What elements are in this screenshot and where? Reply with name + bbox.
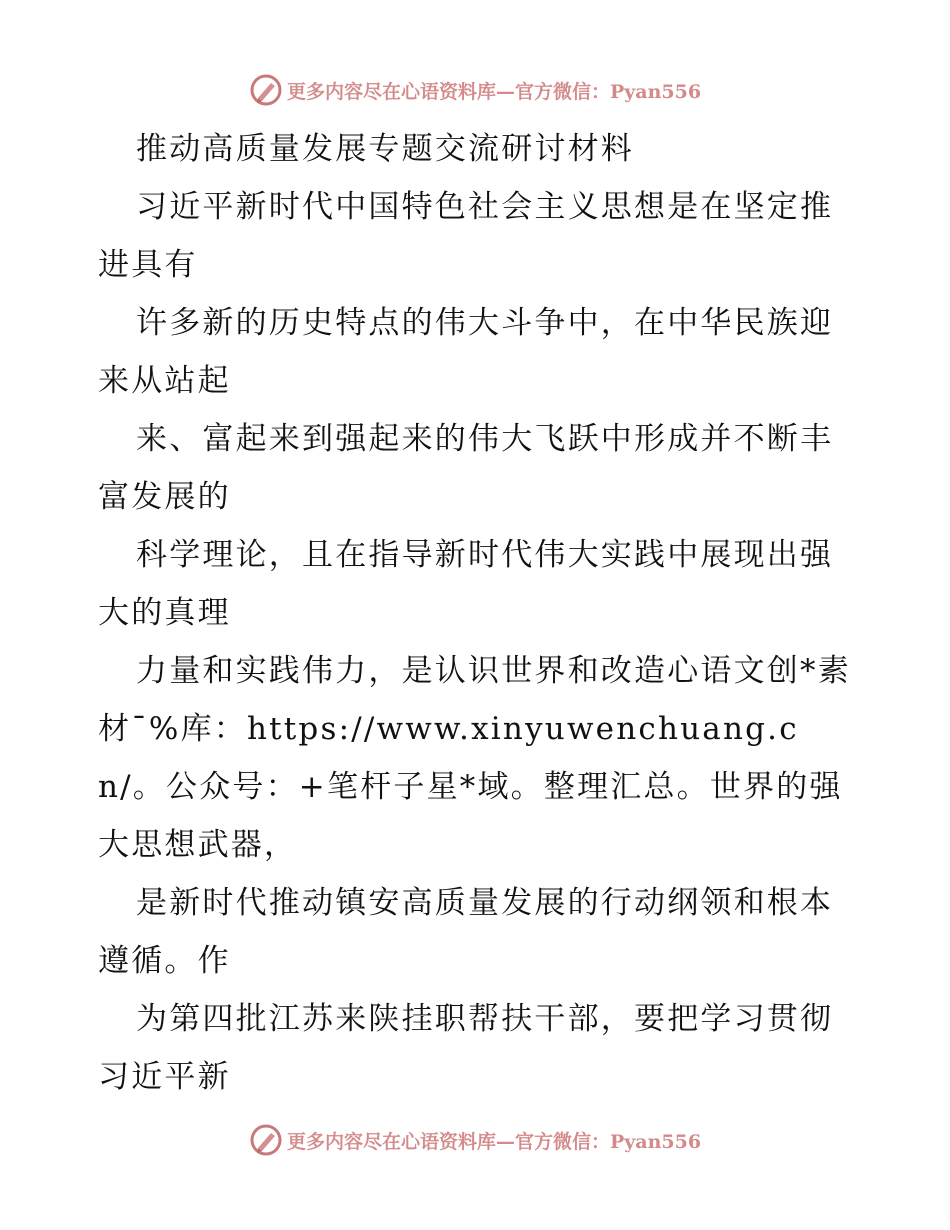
pen-logo-icon (249, 73, 283, 107)
paragraph: 科学理论，且在指导新时代伟大实践中展现出强大的真理 (98, 537, 834, 631)
document-body (98, 120, 858, 1106)
paragraph: 来、富起来到强起来的伟大飞跃中形成并不断丰富发展的 (98, 421, 834, 515)
pen-logo-icon (249, 1123, 283, 1157)
paragraph: 为第四批江苏来陕挂职帮扶干部，要把学习贯彻习近平新 (98, 1001, 834, 1095)
paragraph: 许多新的历史特点的伟大斗争中，在中华民族迎来从站起 (98, 305, 834, 399)
header-watermark-banner (0, 70, 950, 110)
paragraph: 力量和实践伟力，是认识世界和改造心语文创*素材¯%库：https://www.xinyuwenchuang.cn/。公众号：+笔杆子星*域。整理汇总。世界的强大思想武器， (98, 653, 851, 863)
footer-watermark-banner (0, 1120, 950, 1160)
footer-watermark-text: 更多内容尽在心语资料库—官方微信：Pyan556 (286, 1130, 702, 1153)
paragraph: 是新时代推动镇安高质量发展的行动纲领和根本遵循。作 (98, 885, 834, 979)
paragraph: 习近平新时代中国特色社会主义思想是在坚定推进具有 (98, 189, 834, 283)
document-title: 推动高质量发展专题交流研讨材料 (136, 131, 634, 167)
header-watermark-text: 更多内容尽在心语资料库—官方微信：Pyan556 (286, 80, 702, 103)
